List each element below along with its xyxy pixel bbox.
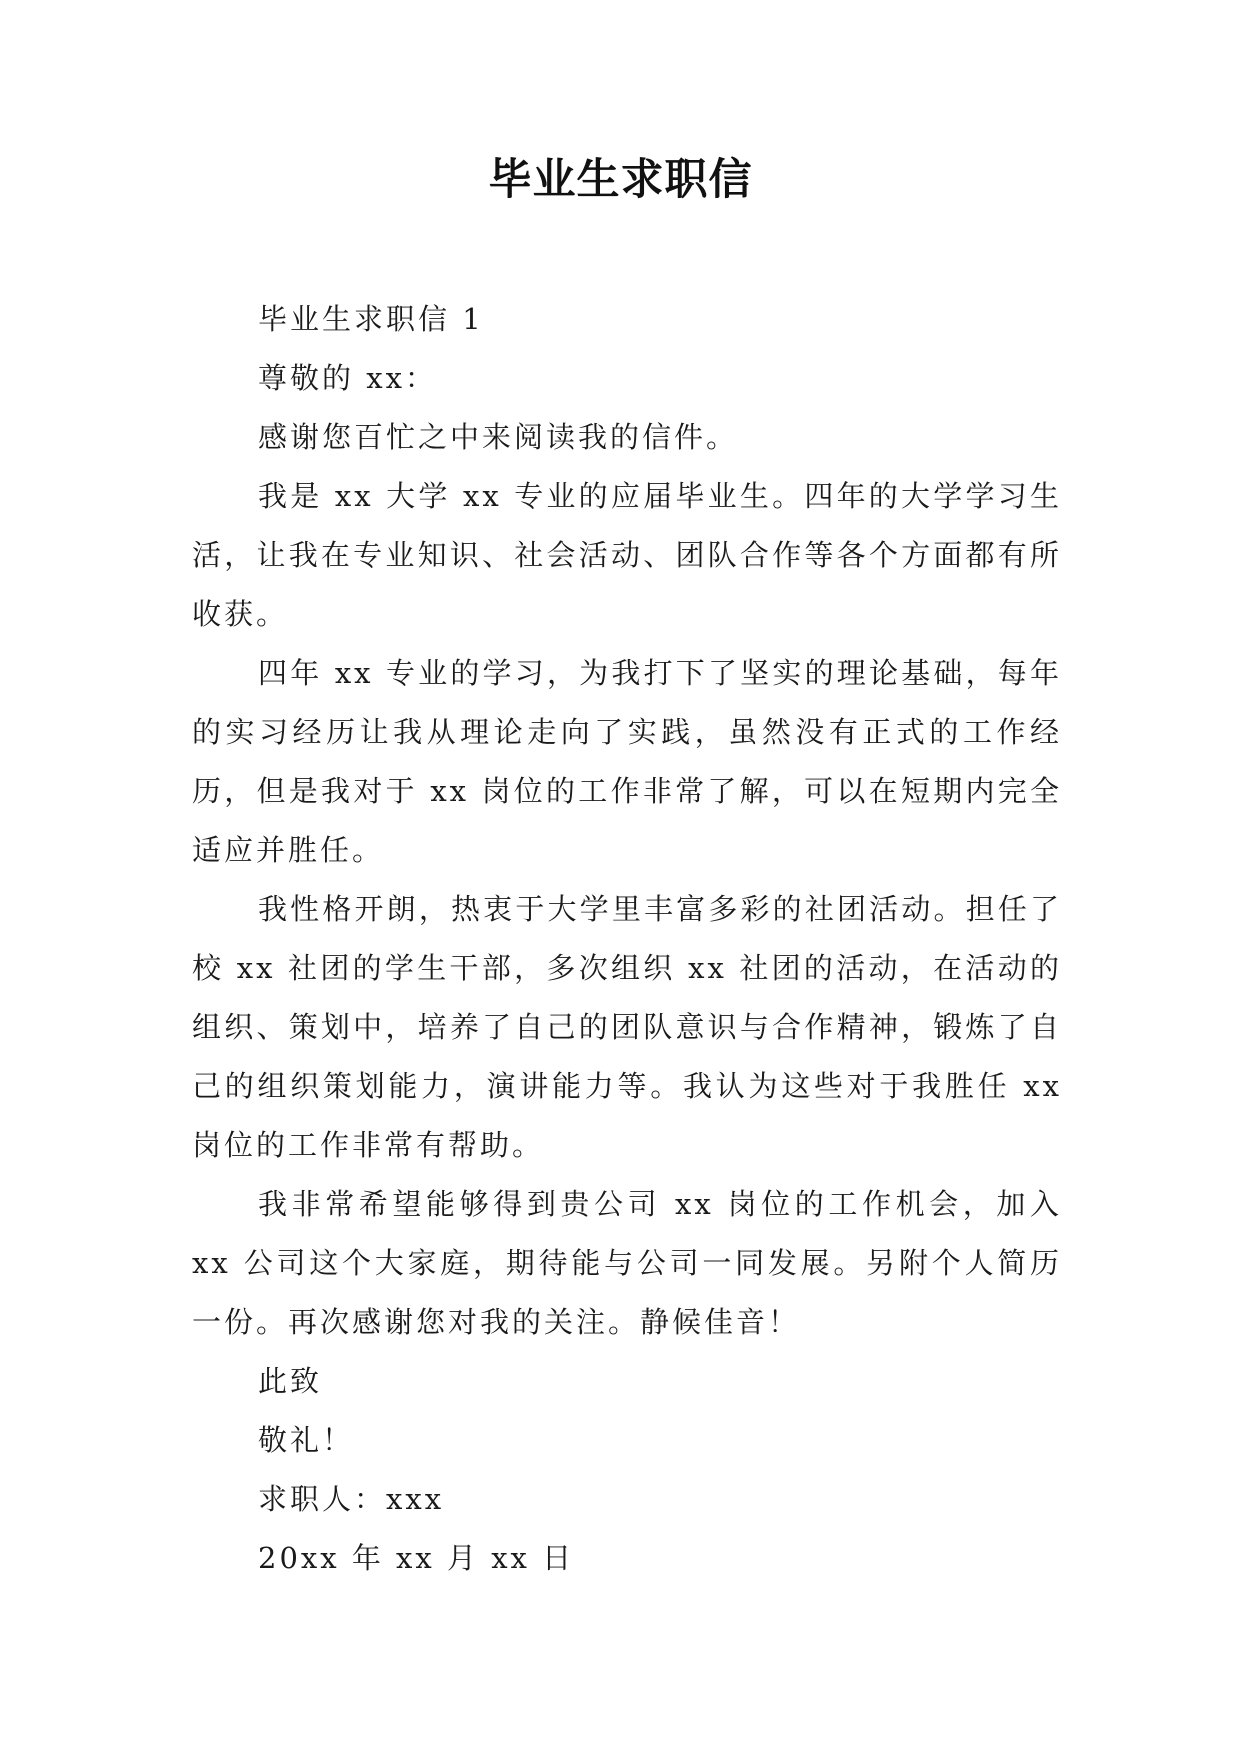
body-paragraph: 感谢您百忙之中来阅读我的信件。 bbox=[258, 420, 739, 454]
document-title: 毕业生求职信 bbox=[488, 155, 753, 205]
body-paragraph: 我是 xx 大学 xx 专业的应届毕业生。四年的大学学习生活，让我在专业知识、社会活动、团队合作等各个方面都有所收获。 bbox=[192, 479, 1062, 631]
document-body bbox=[192, 290, 1062, 1588]
body-paragraph: 四年 xx 专业的学习，为我打下了坚实的理论基础，每年的实习经历让我从理论走向了实践，虽然没有正式的工作经历，但是我对于 xx 岗位的工作非常了解，可以在短期内完全适应并胜任。 bbox=[192, 656, 1062, 867]
salutation: 尊敬的 xx： bbox=[258, 361, 437, 395]
closing-regards: 敬礼！ bbox=[258, 1423, 355, 1457]
body-paragraph: 我性格开朗，热衷于大学里丰富多彩的社团活动。担任了校 xx 社团的学生干部，多次组织 xx 社团的活动，在活动的组织、策划中，培养了自己的团队意识与合作精神，锻炼了自己的组织策划能力，演讲能力等。我认为这些对于我胜任 xx 岗位的工作非常有帮助。 bbox=[192, 892, 1062, 1162]
body-paragraph: 我非常希望能够得到贵公司 xx 岗位的工作机会，加入 xx 公司这个大家庭，期待能与公司一同发展。另附个人简历一份。再次感谢您对我的关注。静候佳音！ bbox=[192, 1187, 1062, 1339]
date-line: 20xx 年 xx 月 xx 日 bbox=[258, 1541, 575, 1575]
letter-heading: 毕业生求职信 1 bbox=[258, 302, 484, 336]
signature: 求职人：xxx bbox=[258, 1482, 445, 1516]
closing-line: 此致 bbox=[258, 1364, 323, 1398]
